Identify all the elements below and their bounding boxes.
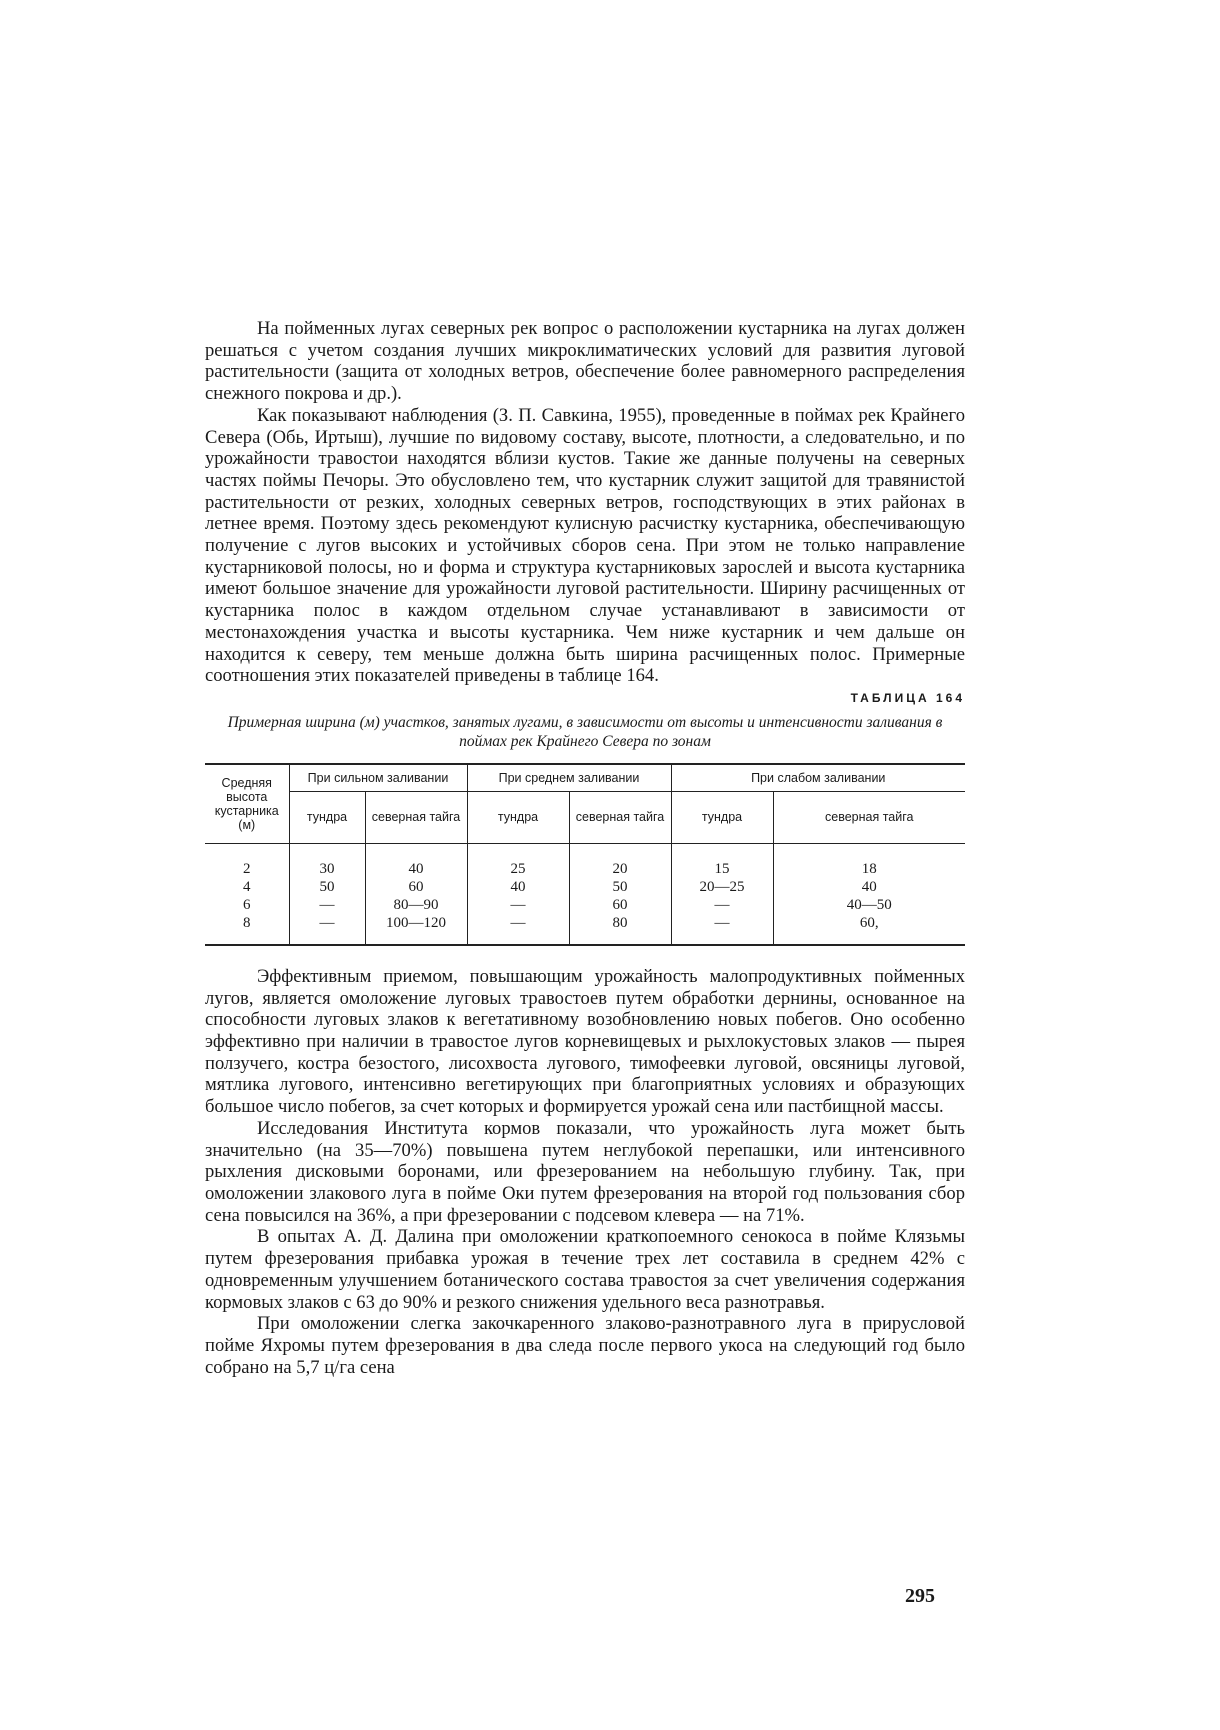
- table-cell: 25: [510, 860, 526, 877]
- table-cell: —: [714, 896, 730, 913]
- subcol-header: северная тайга: [773, 791, 965, 843]
- table-cell: —: [510, 896, 526, 913]
- table-label: ТАБЛИЦА 164: [850, 690, 965, 705]
- group-header-weak: При слабом заливании: [671, 764, 965, 792]
- paragraph-5: В опытах А. Д. Далина при омоложении краткопоемного сенокоса в пойме Клязьмы путем фрезерования прибавка урожая в течение трех лет составила в среднем 42% с одновременным улучшением ботанического состава травостоя за счет увеличения содержания кормовых злаков с 63 до 90% и резкого снижения удельного веса разнотравья.: [205, 1226, 965, 1313]
- table-column: [467, 843, 569, 945]
- table-cell: 50: [612, 878, 628, 895]
- table-caption: Примерная ширина (м) участков, занятых лугами, в зависимости от высоты и интенсивности заливания в поймах рек Крайнего Севера по зонам: [227, 713, 943, 750]
- table-cell: 2: [243, 860, 251, 877]
- table-cell: 80—90: [393, 896, 439, 913]
- table-cell: 60: [612, 896, 628, 913]
- table-column: [569, 843, 671, 945]
- data-table: [205, 763, 965, 946]
- table-cell: 8: [243, 914, 251, 931]
- table-cell: 40: [408, 860, 424, 877]
- table-cell: 20—25: [699, 878, 745, 895]
- table-cell: —: [319, 896, 335, 913]
- table-cell: 4: [243, 878, 251, 895]
- table-cell: 40: [510, 878, 526, 895]
- table-cell: 40—50: [846, 896, 892, 913]
- row-header: Средняя высота кустарника (м): [205, 764, 289, 844]
- table-column: [773, 843, 965, 945]
- table-cell: 30: [319, 860, 335, 877]
- table-column: [671, 843, 773, 945]
- subcol-header: тундра: [671, 791, 773, 843]
- table-cell: 40: [861, 878, 877, 895]
- table-cell: —: [510, 914, 526, 931]
- table-cell: 100—120: [386, 914, 446, 931]
- group-header-strong: При сильном заливании: [289, 764, 467, 792]
- table-cell: 18: [861, 860, 877, 877]
- paragraph-2: Как показывают наблюдения (З. П. Савкина, 1955), проведенные в поймах рек Крайнего Севера (Обь, Иртыш), лучшие по видовому составу, высоте, плотности, а следовательно, и по урожайности травостои находятся вблизи кустов. Такие же данные получены на северных частях поймы Печоры. Это обусловлено тем, что кустарник служит защитой для травянистой растительности от резких, холодных северных ветров, господствующих в этих районах в летнее время. Поэтому здесь рекомендуют кулисную расчистку кустарника, обеспечивающую получение с лугов высоких и устойчивых сборов сена. При этом не только направление кустарниковой полосы, но и форма и структура кустарниковых зарослей и высота кустарника имеют большое значение для урожайности луговой растительности. Ширину расчищенных от кустарника полос в каждом отдельном случае устанавливают в зависимости от местонахождения участка и высоты кустарника. Чем ниже кустарник и чем дальше он находится к северу, тем меньше должна быть ширина расчищенных полос. Примерные соотношения этих показателей приведены в таблице 164.: [205, 404, 965, 687]
- paragraph-1: На пойменных лугах северных рек вопрос о расположении кустарника на лугах должен решаться с учетом создания лучших микроклиматических условий для развития луговой растительности (защита от холодных ветров, обеспечение более равномерного распределения снежного покрова и др.).: [205, 318, 965, 405]
- subcol-header: северная тайга: [569, 791, 671, 843]
- subcol-header: тундра: [289, 791, 365, 843]
- table-cell: 50: [319, 878, 335, 895]
- table-cell: 60,: [859, 914, 879, 931]
- paragraph-6: При омоложении слегка закочкаренного злаково-разнотравного луга в прирусловой пойме Яхромы путем фрезерования в два следа после первого укоса на следующий год было собрано на 5,7 ц/га сена: [205, 1313, 965, 1378]
- table-cell: —: [714, 914, 730, 931]
- table-column: [365, 843, 467, 945]
- table-cell: 60: [408, 878, 424, 895]
- paragraph-3: Эффективным приемом, повышающим урожайность малопродуктивных пойменных лугов, является омоложение луговых травостоев путем обработки дернины, основанное на способности луговых злаков к вегетативному возобновлению новых побегов. Оно особенно эффективно при наличии в травостое лугов корневищевых и рыхлокустовых злаков — пырея ползучего, костра безостого, лисохвоста лугового, тимофеевки луговой, овсяницы луговой, мятлика лугового, интенсивно вегетирующих при благоприятных условиях и образующих большое число побегов, за счет которых и формируется урожай сена или пастбищной массы.: [205, 965, 965, 1118]
- table-cell: 6: [243, 896, 251, 913]
- subcol-header: северная тайга: [365, 791, 467, 843]
- paragraph-4: Исследования Института кормов показали, что урожайность луга может быть значительно (на 35—70%) повышена путем неглубокой перепашки, или интенсивного рыхления дисковыми боронами, или фрезерованием на небольшую глубину. Так, при омоложении злакового луга в пойме Оки путем фрезерования на второй год пользования сбор сена повысился на 36%, а при фрезеровании с подсевом клевера — на 71%.: [205, 1117, 965, 1226]
- table-cell: 15: [714, 860, 730, 877]
- table-column-height: [205, 843, 289, 945]
- subcol-header: тундра: [467, 791, 569, 843]
- page-body: [205, 318, 965, 1378]
- text-after-table: [205, 966, 965, 1378]
- page-number: 295: [905, 1585, 935, 1607]
- table-cell: 80: [612, 914, 628, 931]
- group-header-medium: При среднем заливании: [467, 764, 671, 792]
- table-cell: —: [319, 914, 335, 931]
- table-cell: 20: [612, 860, 628, 877]
- table-column: [289, 843, 365, 945]
